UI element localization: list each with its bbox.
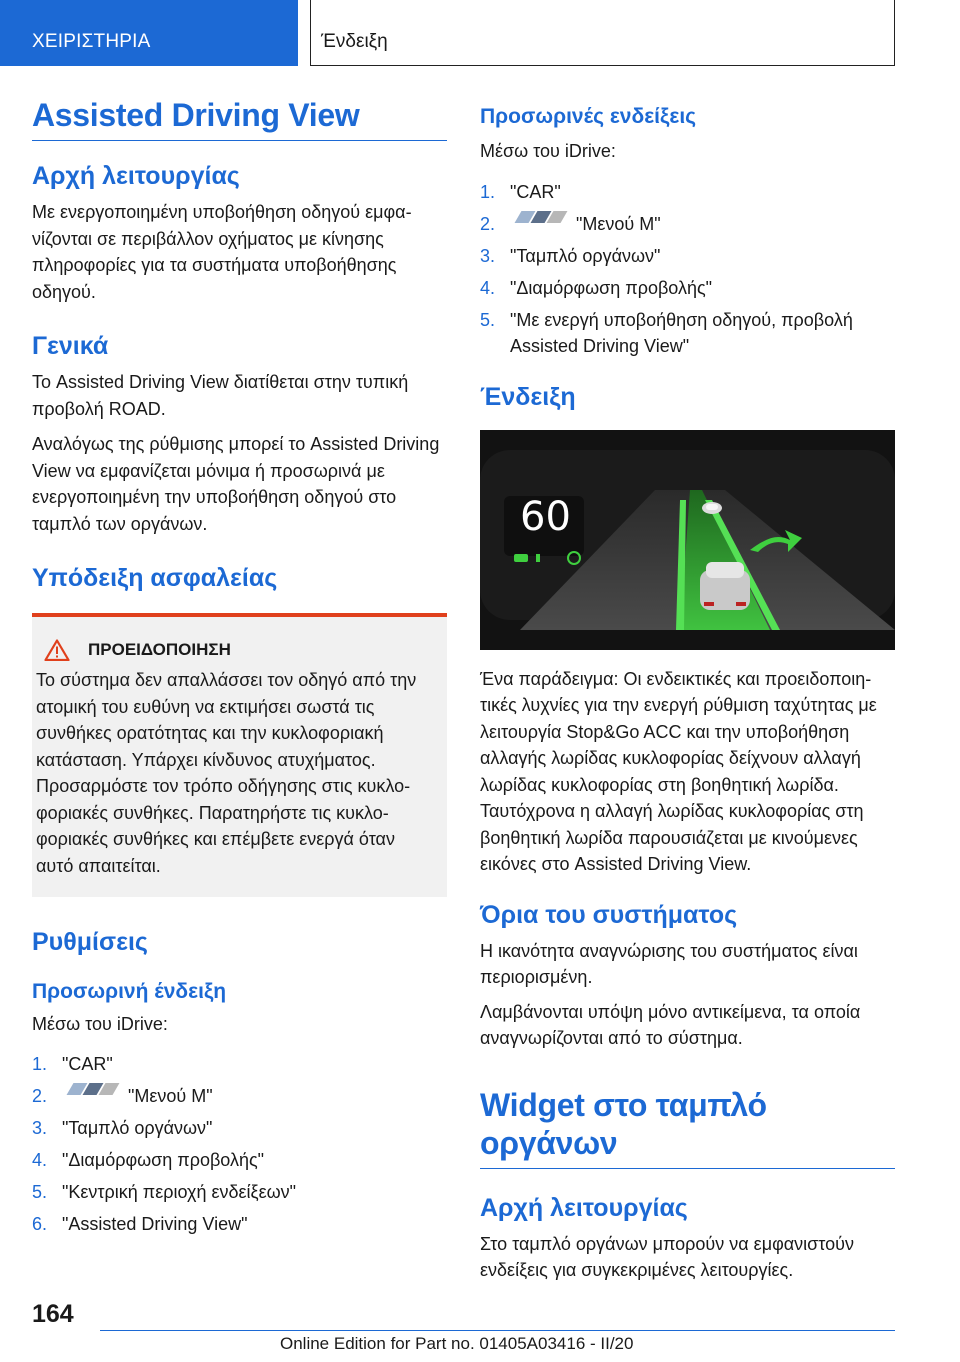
list-item: 6. "Assisted Driving View" (32, 1213, 248, 1234)
page-number: 164 (32, 1300, 74, 1328)
assisted-driving-view-image (480, 430, 895, 650)
general-text-1: Το Assisted Driving View διατίθεται στην τυπική προβολή ROAD. (32, 372, 409, 419)
m-logo-icon (64, 1083, 116, 1095)
list-item: 2. "Μενού M" (32, 1083, 447, 1110)
settings-steps (32, 1051, 447, 1238)
chapter-header (310, 0, 895, 66)
general-text-2: Αναλόγως της ρύθμισης μπορεί το Assisted Driving View να εμφανίζεται μόνιμα ή προσωρινά με ενεργοποιημένη την υποβοήθηση οδηγού στο ταμπλό των οργάνων. (32, 434, 440, 534)
warning-title: ΠΡΟΕΙΔΟΠΟΙΗΣΗ (88, 640, 231, 659)
widget-principle-text: Στο ταμπλό οργάνων μπορούν να εμφανιστούν ενδείξεις για συγκεκριμένες λειτουργίες. (480, 1233, 854, 1280)
general-heading: Γενικά (32, 332, 109, 360)
list-item: 4. "Διαμόρφωση προβολής" (480, 277, 713, 298)
temporary-display-heading: Προσωρινή ένδειξη (32, 980, 227, 1003)
temporary-displays-heading: Προσωρινές ενδείξεις (480, 105, 697, 128)
list-item: 5. "Με ενεργή υποβοήθηση οδηγού, προβολή Assisted Driving View" (480, 309, 853, 356)
m-logo-icon (512, 211, 564, 223)
widget-title: Widget στο ταμπλό οργάνων (480, 1086, 895, 1169)
list-item: 1. "CAR" (480, 181, 561, 202)
image-caption: Ένα παράδειγμα: Οι ενδεικτικές και προειδοποιητικές λυχνίες για την ενεργή ρύθμιση ταχύτητας με λειτουργία Stop&Go ACC και την υποβοήθηση αλλαγής λωρίδας κυκλοφορίας δείχνουν αλλαγή λωρίδας κυκλοφορίας στη βοηθητική λωρίδα. Ταυτόχρονα η αλλαγή λωρίδας κυκλοφορίας στη βοηθητική λωρίδα παρουσιάζεται με κινούμενες εικόνες στο Assisted Driving View. (480, 668, 877, 874)
footer-divider (100, 1330, 895, 1331)
left-column (32, 96, 447, 1243)
system-limits-heading: Όρια του συστήματος (480, 900, 738, 929)
right-column (480, 104, 895, 1284)
speed-readout: 60 (520, 493, 571, 540)
widget-principle-heading: Αρχή λειτουργίας (480, 1193, 688, 1222)
warning-box (32, 613, 447, 897)
display-heading: Ένδειξη (480, 382, 576, 411)
warning-triangle-icon (44, 639, 70, 661)
section-label: ΧΕΙΡΙΣΤΗΡΙΑ (32, 31, 151, 52)
idrive-via: Μέσω του iDrive: (480, 141, 616, 161)
list-item: 3. "Ταμπλό οργάνων" (32, 1117, 213, 1138)
chapter-label: Ένδειξη (321, 31, 388, 52)
page-title: Assisted Driving View (32, 96, 447, 141)
section-tab (0, 0, 298, 66)
idrive-via: Μέσω του iDrive: (32, 1014, 168, 1034)
temporary-steps (480, 179, 895, 360)
settings-heading: Ρυθμίσεις (32, 928, 148, 956)
warning-text: Το σύστημα δεν απαλλάσσει τον οδηγό από την ατομική του ευθύνη να εκτιμήσει σωστά τις συνθήκες ορατότητας και την κυκλοφοριακή κατάσταση. Υπάρχει κίνδυνος ατυχήματος. Προσαρμόστε τον τρόπο οδήγησης στις κυκλοφοριακές συνθήκες. Παρατηρήστε τις κυκλοφοριακές συνθήκες και επέμβετε ενεργά όταν αυτό απαιτείται. (36, 670, 417, 876)
edition-text: Online Edition for Part no. 01405A03416 - II/20 (280, 1334, 634, 1353)
list-item: 4. "Διαμόρφωση προβολής" (32, 1149, 265, 1170)
list-item: 5. "Κεντρική περιοχή ενδείξεων" (32, 1181, 297, 1202)
principle-text: Με ενεργοποιημένη υποβοήθηση οδηγού εμφανίζονται σε περιβάλλον οχήματος με κίνησης πληροφορίες για τα συστήματα υποβοήθησης οδηγού. (32, 202, 412, 302)
safety-heading: Υπόδειξη ασφαλείας (32, 564, 278, 592)
list-item: 1. "CAR" (32, 1053, 113, 1074)
cluster-illustration (480, 430, 895, 650)
limits-text-1: Η ικανότητα αναγνώρισης του συστήματος είναι περιορισμένη. (480, 940, 858, 987)
limits-text-2: Λαμβάνονται υπόψη μόνο αντικείμενα, τα οποία αναγνωρίζονται από το σύστημα. (480, 1001, 861, 1048)
warning-title-row (44, 639, 433, 661)
list-item: 2. "Μενού M" (480, 211, 895, 238)
list-item: 3. "Ταμπλό οργάνων" (480, 245, 661, 266)
principle-heading: Αρχή λειτουργίας (32, 162, 240, 190)
